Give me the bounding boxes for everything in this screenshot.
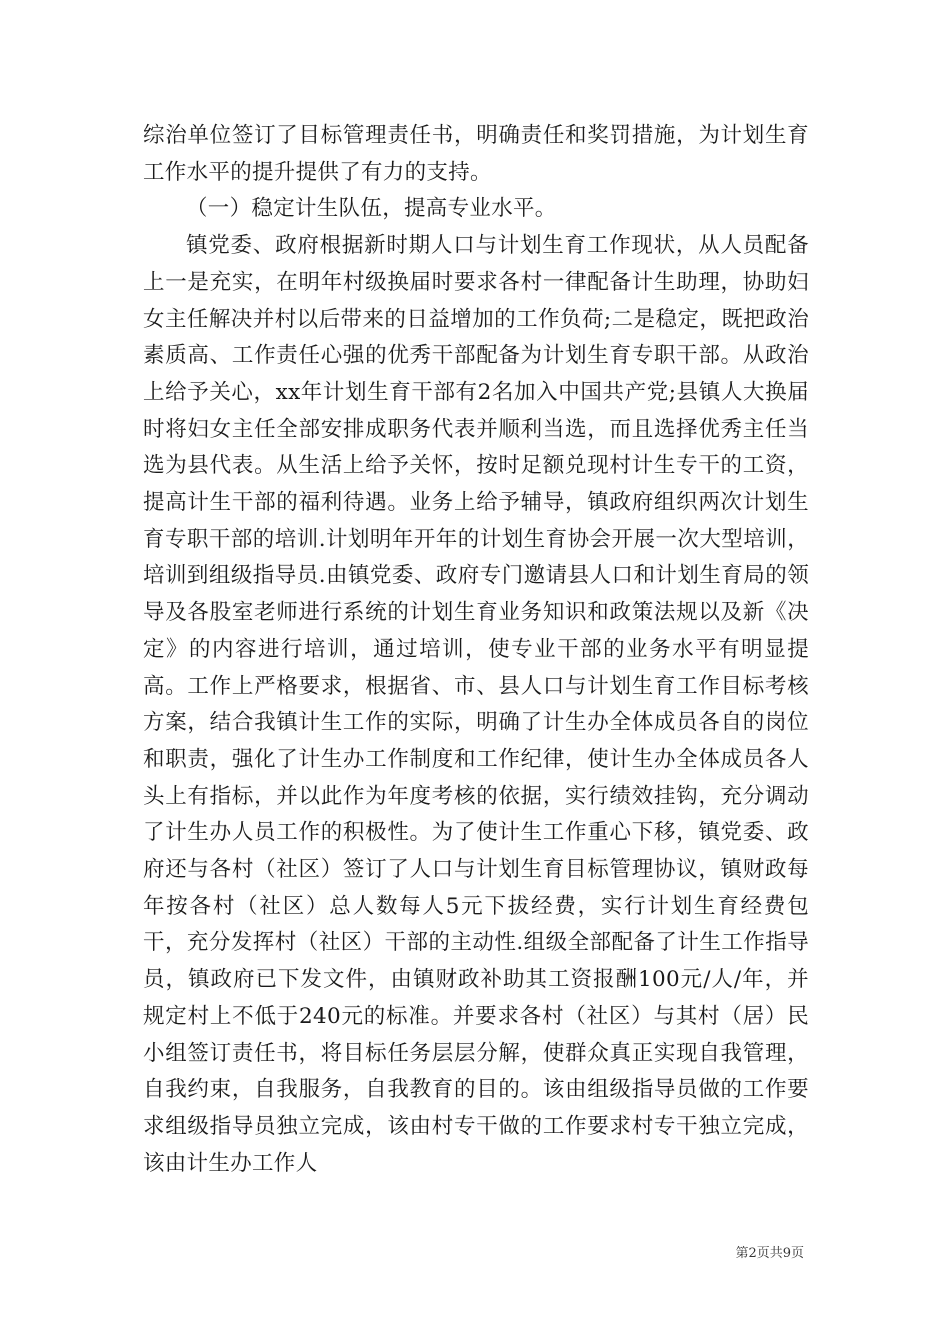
section-heading: （一）稳定计生队伍，提高专业水平。 xyxy=(186,196,557,222)
paragraph-body: 镇党委、政府根据新时期人口与计划生育工作现状，从人员配备上一是充实，在明年村级换届时要求各村一律配备计生助理，协助妇女主任解决并村以后带来的日益增加的工作负荷;二是稳定，既把政治素质高、工作责任心强的优秀干部配备为计划生育专职干部。从政治上给予关心，xx年计划生育干部有2名加入中国共产党;县镇人大换届时将妇女主任全部安排成职务代表并顺利当选，而且选择优秀主任当选为县代表。从生活上给予关怀，按时足额兑现村计生专干的工资，提高计生干部的福利待遇。业务上给予辅导，镇政府组织两次计划生育专职干部的培训.计划明年开年的计划生育协会开展一次大型培训，培训到组级指导员.由镇党委、政府专门邀请县人口和计划生育局的领导及各股室老师进行系统的计划生育业务知识和政策法规以及新《决定》的内容进行培训，通过培训，使专业干部的业务水平有明显提高。工作上严格要求，根据省、市、县人口与计划生育工作目标考核方案，结合我镇计生工作的实际，明确了计生办全体成员各自的岗位和职责，强化了计生办工作制度和工作纪律，使计生办全体成员各人头上有指标，并以此作为年度考核的依据，实行绩效挂钩，充分调动了计生办人员工作的积极性。为了使计生工作重心下移，镇党委、政府还与各村（社区）签订了人口与计划生育目标管理协议，镇财政每年按各村（社区）总人数每人5元下拔经费，实行计划生育经费包干，充分发挥村（社区）干部的主动性.组级全部配备了计生工作指导员，镇政府已下发文件，由镇财政补助其工资报酬100元/人/年，并规定村上不低于240元的标准。并要求各村（社区）与其村（居）民小组签订责任书，将目标任务层层分解，使群众真正实现自我管理，自我约束，自我服务，自我教育的目的。该由组级指导员做的工作要求组级指导员独立完成，该由村专干做的工作要求村专干独立完成，该由计生办工作人 xyxy=(143,233,809,1176)
page-number: 第2页共9页 xyxy=(735,1246,804,1261)
document-body xyxy=(143,118,809,1182)
paragraph-continuation: 综治单位签订了目标管理责任书，明确责任和奖罚措施，为计划生育工作水平的提升提供了有力的支持。 xyxy=(143,123,809,185)
